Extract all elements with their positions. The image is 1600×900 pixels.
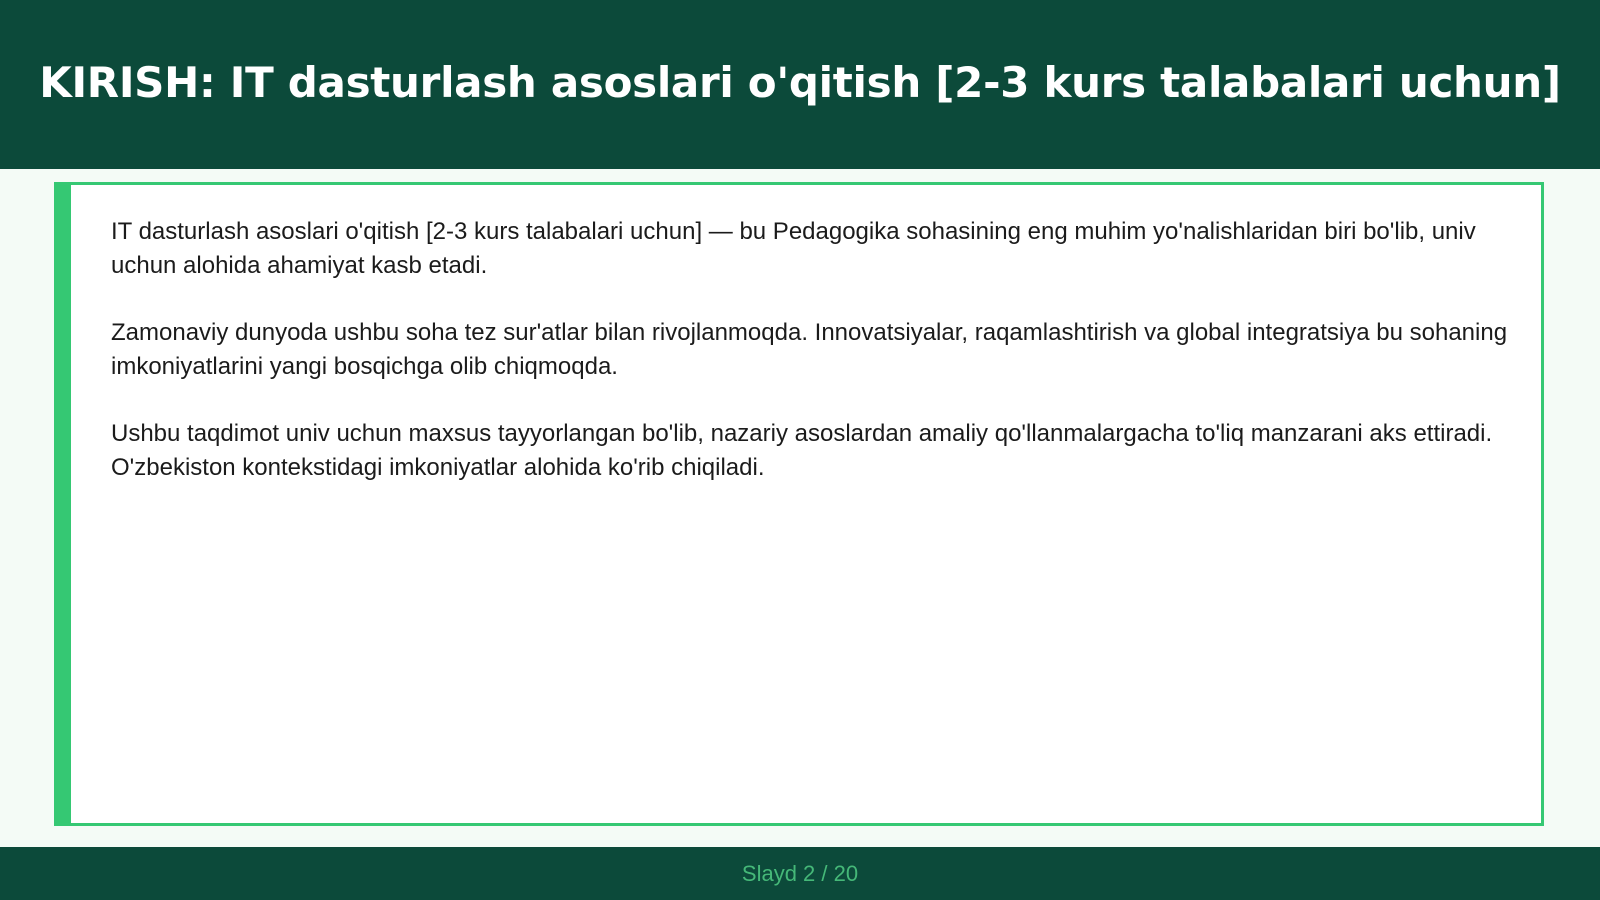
slide-counter: Slayd 2 / 20 xyxy=(741,860,859,886)
slide-title: KIRISH: IT dasturlash asoslari o'qitish [2-3 kurs talabalari uchun] xyxy=(39,58,1561,107)
paragraph-presentation: Ushbu taqdimot univ uchun maxsus tayyorlangan bo'lib, nazariy asoslardan amaliy qo'llanmalargacha to'liq manzarani aks ettiradi. O'zbekiston kontekstidagi imkoniyatlar alohida ko'rib chiqiladi. xyxy=(111,420,1493,481)
content-card xyxy=(54,182,1544,826)
slide-header xyxy=(0,0,1600,169)
slide-footer xyxy=(0,847,1600,900)
content-text xyxy=(111,215,1511,518)
paragraph-intro: IT dasturlash asoslari o'qitish [2-3 kurs talabalari uchun] — bu Pedagogika sohasining eng muhim yo'nalishlaridan biri bo'lib, univ uchun alohida ahamiyat kasb etadi. xyxy=(111,218,1476,279)
paragraph-modern-world: Zamonaviy dunyoda ushbu soha tez sur'atlar bilan rivojlanmoqda. Innovatsiyalar, raqamlashtirish va global integratsiya bu sohaning imkoniyatlarini yangi bosqichga olib chiqmoqda. xyxy=(111,319,1508,380)
